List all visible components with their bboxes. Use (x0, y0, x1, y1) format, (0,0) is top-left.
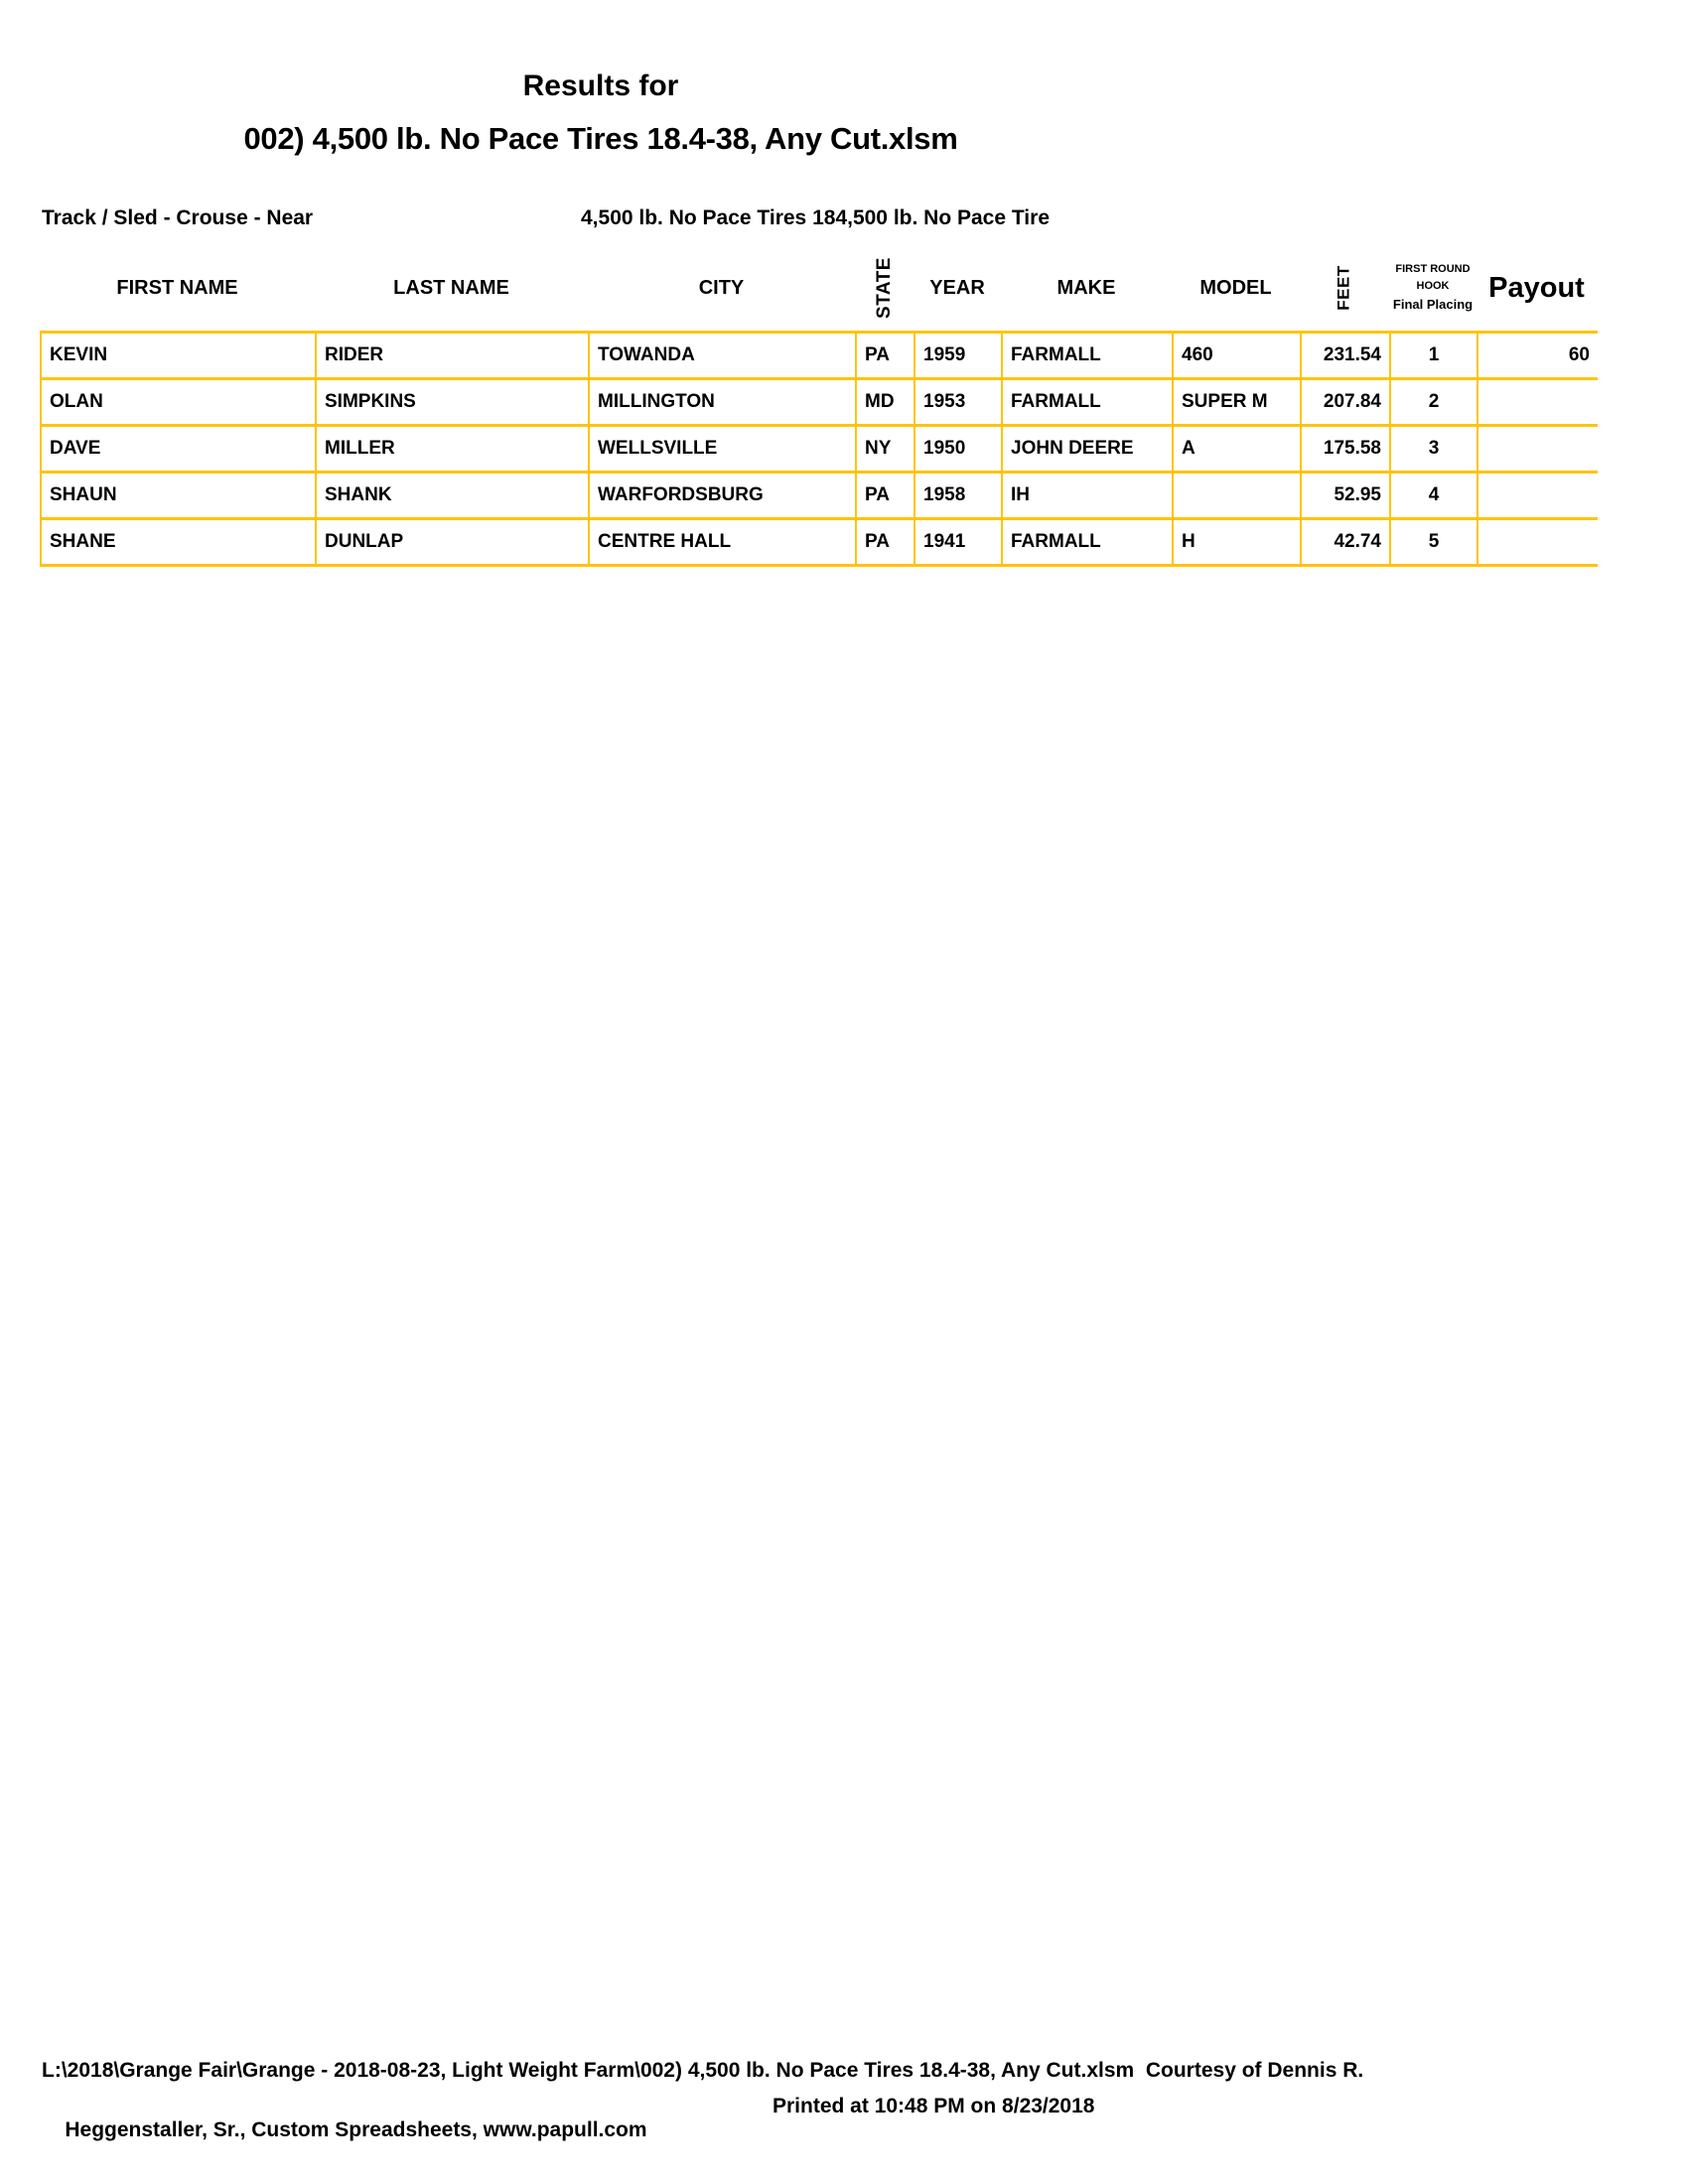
cell-model: H (1173, 519, 1301, 566)
column-header-row (40, 245, 1597, 331)
cell-make: IH (1002, 473, 1173, 519)
printed-timestamp: Printed at 10:48 PM on 8/23/2018 (773, 2095, 1095, 2117)
cell-city: CENTRE HALL (589, 519, 856, 566)
cell-year: 1941 (914, 519, 1002, 566)
cell-first-name: DAVE (41, 426, 316, 473)
cell-year: 1950 (914, 426, 1002, 473)
track-sled-label: Track / Sled - Crouse - Near (42, 206, 314, 229)
cell-last-name: SHANK (316, 473, 589, 519)
column-header-first-name: FIRST NAME (116, 276, 238, 299)
class-file-title: 002) 4,500 lb. No Pace Tires 18.4-38, Any Cut.xlsm (243, 121, 958, 156)
cell-model: A (1173, 426, 1301, 473)
cell-payout (1477, 519, 1598, 566)
column-header-model: MODEL (1199, 276, 1272, 299)
cell-last-name: DUNLAP (316, 519, 589, 566)
cell-first-name: SHAUN (41, 473, 316, 519)
class-name-label-clipped: 4,500 lb. No Pace Tire (835, 206, 1050, 229)
cell-model (1173, 473, 1301, 519)
cell-placing: 3 (1390, 426, 1477, 473)
table-row (41, 473, 1598, 519)
cell-year: 1958 (914, 473, 1002, 519)
cell-feet: 52.95 (1301, 473, 1390, 519)
column-header-hook-placing (1389, 245, 1477, 331)
cell-city: MILLINGTON (589, 379, 856, 426)
cell-year: 1953 (914, 379, 1002, 426)
cell-make: JOHN DEERE (1002, 426, 1173, 473)
table-row (41, 426, 1598, 473)
cell-first-name: KEVIN (41, 333, 316, 379)
table-row (41, 519, 1598, 566)
table-row (41, 333, 1598, 379)
cell-state: PA (856, 333, 914, 379)
cell-first-name: SHANE (41, 519, 316, 566)
page-title: Results for (522, 69, 679, 102)
column-header-state (855, 245, 914, 331)
column-header-year: YEAR (929, 276, 985, 299)
cell-last-name: MILLER (316, 426, 589, 473)
footer-credit-text: Heggenstaller, Sr., Custom Spreadsheets, www.papull.com (65, 2118, 647, 2141)
cell-make: FARMALL (1002, 333, 1173, 379)
cell-year: 1959 (914, 333, 1002, 379)
cell-feet: 207.84 (1301, 379, 1390, 426)
column-header-payout: Payout (1488, 271, 1585, 304)
cell-feet: 231.54 (1301, 333, 1390, 379)
column-header-make: MAKE (1056, 276, 1116, 299)
cell-feet: 42.74 (1301, 519, 1390, 566)
table-row (41, 379, 1598, 426)
hook-header-line1: FIRST ROUND (1395, 262, 1471, 275)
cell-payout: 60 (1477, 333, 1598, 379)
cell-payout (1477, 426, 1598, 473)
results-table (40, 331, 1598, 567)
cell-model: SUPER M (1173, 379, 1301, 426)
cell-city: WARFORDSBURG (589, 473, 856, 519)
cell-payout (1477, 379, 1598, 426)
cell-last-name: SIMPKINS (316, 379, 589, 426)
cell-state: NY (856, 426, 914, 473)
hook-header-line3: Final Placing (1392, 296, 1474, 312)
cell-make: FARMALL (1002, 379, 1173, 426)
cell-model: 460 (1173, 333, 1301, 379)
cell-state: PA (856, 473, 914, 519)
cell-placing: 5 (1390, 519, 1477, 566)
cell-make: FARMALL (1002, 519, 1173, 566)
hook-header-line2: HOOK (1416, 279, 1450, 292)
cell-state: MD (856, 379, 914, 426)
cell-placing: 1 (1390, 333, 1477, 379)
state-vertical-label: STATE (873, 257, 895, 319)
cell-last-name: RIDER (316, 333, 589, 379)
cell-state: PA (856, 519, 914, 566)
cell-city: TOWANDA (589, 333, 856, 379)
cell-city: WELLSVILLE (589, 426, 856, 473)
column-header-city: CITY (698, 276, 745, 299)
class-name-overlap-cells (581, 206, 1157, 236)
cell-payout (1477, 473, 1598, 519)
feet-vertical-label: FEET (1334, 265, 1353, 311)
column-header-last-name: LAST NAME (393, 276, 509, 299)
footer-file-path-line: L:\2018\Grange Fair\Grange - 2018-08-23, Light Weight Farm\002) 4,500 lb. No Pace Tires 18.4-38, Any Cut.xlsm Courtesy of Dennis R. (42, 2059, 1364, 2082)
footer-credit-line (42, 2095, 1630, 2141)
cell-feet: 175.58 (1301, 426, 1390, 473)
cell-placing: 2 (1390, 379, 1477, 426)
cell-first-name: OLAN (41, 379, 316, 426)
cell-placing: 4 (1390, 473, 1477, 519)
column-header-feet (1300, 245, 1389, 331)
class-name-label: 4,500 lb. No Pace Tires 18 (581, 206, 836, 229)
